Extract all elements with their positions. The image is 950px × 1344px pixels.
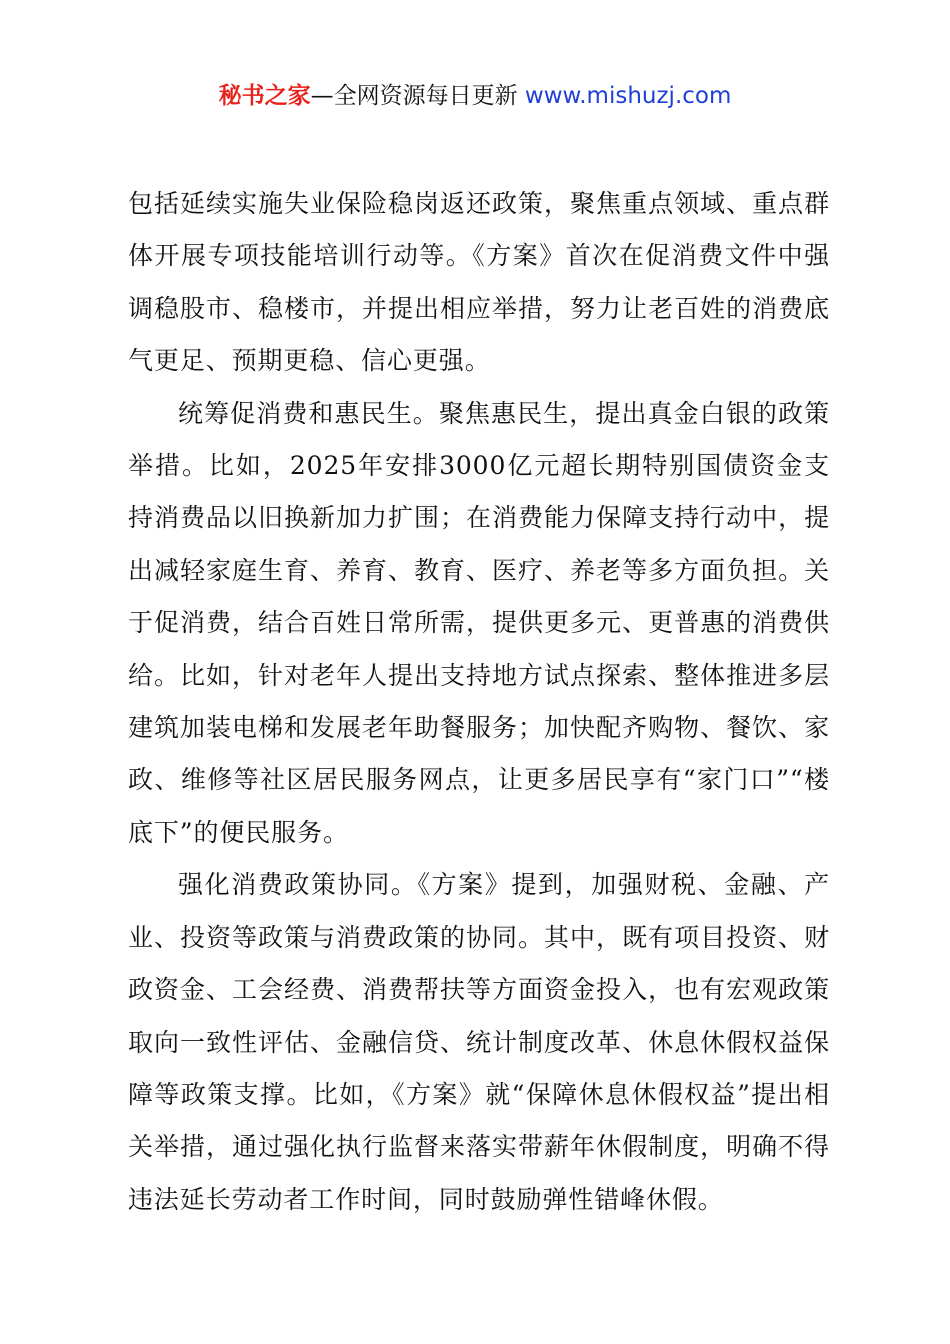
header-tagline: —全网资源每日更新: [310, 83, 518, 109]
paragraph-2: 统筹促消费和惠民生。聚焦惠民生，提出真金白银的政策举措。比如，2025年安排3000亿元超长期特别国债资金支持消费品以旧换新加力扩围；在消费能力保障支持行动中，提出减轻家庭生育、养育、教育、医疗、养老等多方面负担。关于促消费，结合百姓日常所需，提供更多元、更普惠的消费供给。比如，针对老年人提出支持地方试点探索、整体推进多层建筑加装电梯和发展老年助餐服务；加快配齐购物、餐饮、家政、维修等社区居民服务网点，让更多居民享有“家门口”“楼底下”的便民服务。: [128, 398, 830, 847]
paragraph-1: 包括延续实施失业保险稳岗返还政策，聚焦重点领域、重点群体开展专项技能培训行动等。《方案》首次在促消费文件中强调稳股市、稳楼市，并提出相应举措，努力让老百姓的消费底气更足、预期更稳、信心更强。: [128, 189, 830, 376]
paragraph-3: 强化消费政策协同。《方案》提到，加强财税、金融、产业、投资等政策与消费政策的协同。其中，既有项目投资、财政资金、工会经费、消费帮扶等方面资金投入，也有宏观政策取向一致性评估、金融信贷、统计制度改革、休息休假权益保障等政策支撑。比如，《方案》就“保障休息休假权益”提出相关举措，通过强化执行监督来落实带薪年休假制度，明确不得违法延长劳动者工作时间，同时鼓励弹性错峰休假。: [128, 870, 830, 1214]
page-header: [0, 78, 950, 114]
brand-name: 秘书之家: [218, 83, 311, 109]
header-url-link[interactable]: www.mishuzj.com: [524, 83, 732, 109]
document-body: [128, 178, 830, 1226]
